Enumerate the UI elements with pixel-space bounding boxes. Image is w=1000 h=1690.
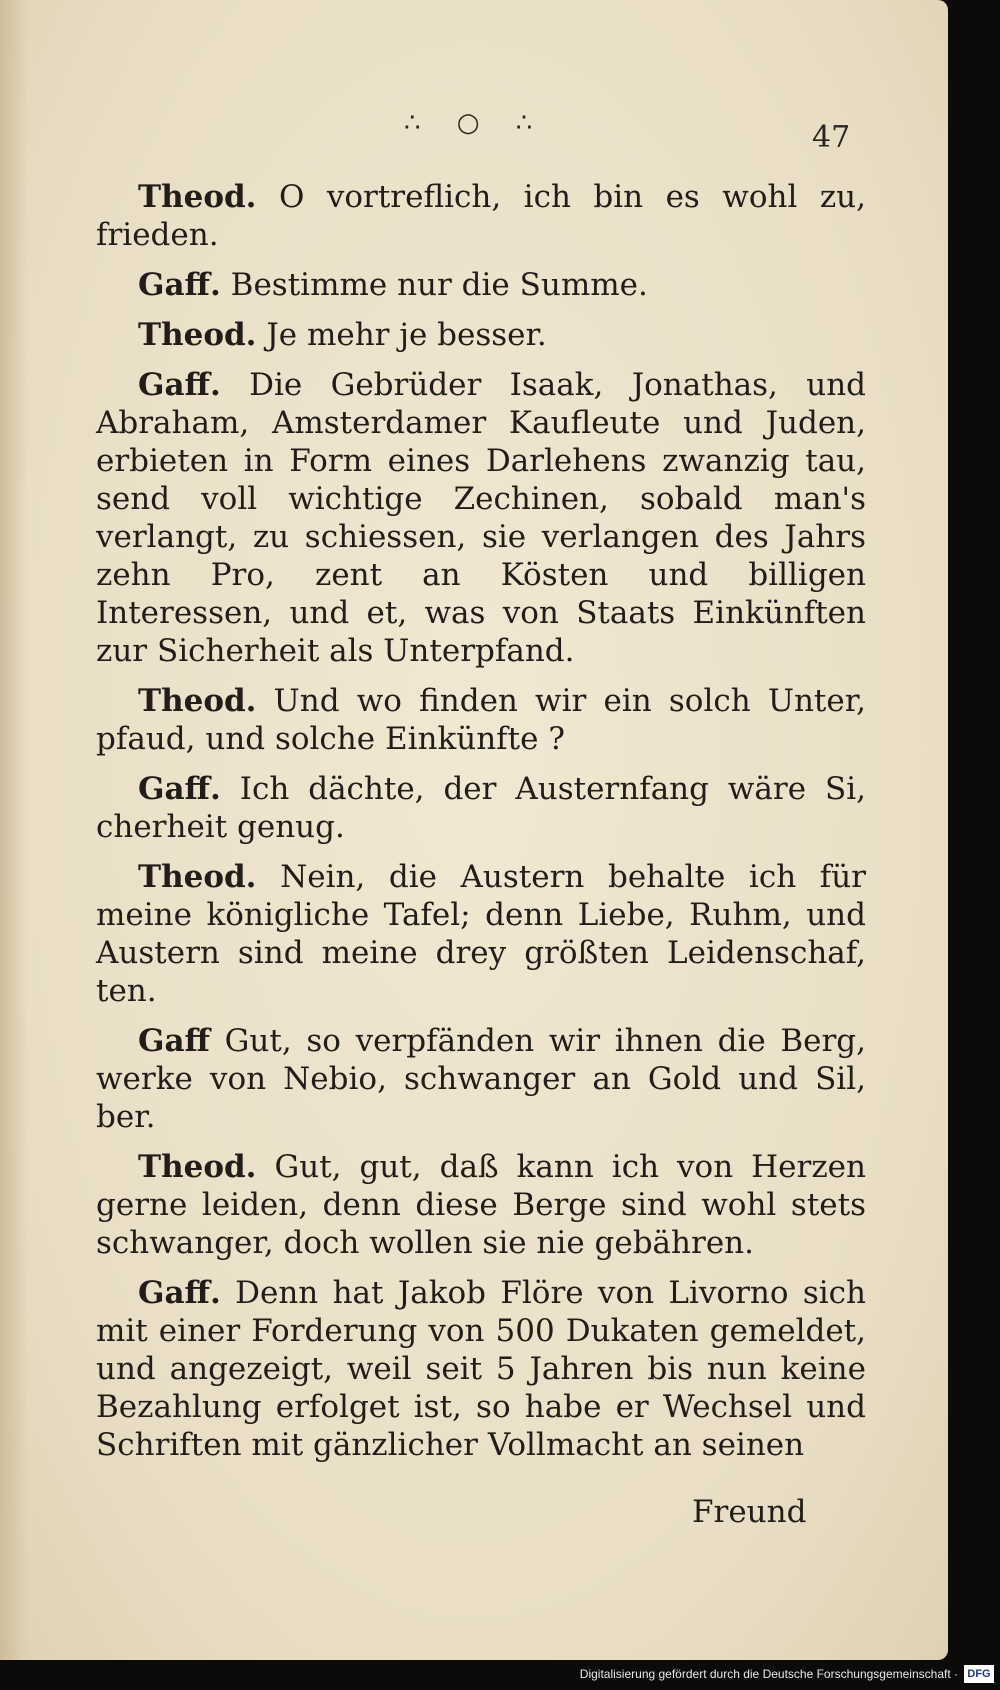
speaker-name: Theod. — [138, 1149, 257, 1185]
dialogue-line: O vortreflich, ich bin es wohl zu, frieden. — [96, 179, 866, 253]
dialogue-line: Gut, so verpfänden wir ihnen die Berg, werke von Nebio, schwanger an Gold und Sil, ber. — [96, 1023, 866, 1135]
speaker-name: Theod. — [138, 683, 257, 719]
dialogue-paragraph — [96, 1148, 866, 1262]
dialogue-paragraph — [96, 682, 866, 758]
dialogue-paragraph — [96, 1274, 866, 1464]
dialogue-paragraph — [96, 366, 866, 670]
dialogue-paragraph — [96, 178, 866, 254]
dialogue-paragraph — [96, 858, 866, 1010]
dialogue-line: Die Gebrüder Isaak, Jonathas, und Abraham, Amsterdamer Kaufleute und Juden, erbieten in Form eines Darlehens zwanzig tau, send voll wichtige Zechinen, sobald man's verlangt, zu schiessen, sie verlangen des Jahrs zehn Pro, zent an Kösten und billigen Interessen, und et, was von Staats Einkünften zur Sicherheit als Unterpfand. — [96, 367, 867, 669]
speaker-name: Gaff. — [138, 771, 221, 807]
dialogue-paragraph — [96, 1022, 866, 1136]
dialogue-line: Bestimme nur die Summe. — [230, 267, 648, 303]
footer-bar — [0, 1660, 1000, 1690]
page-gutter-shadow — [0, 0, 28, 1660]
dialogue-paragraph — [96, 770, 866, 846]
header-ornament: ∴ ○ ∴ — [404, 108, 547, 138]
speaker-name: Gaff — [138, 1023, 211, 1059]
dialogue-line: Ich dächte, der Austernfang wäre Si, cherheit genug. — [96, 771, 866, 845]
catchword: Freund — [692, 1494, 807, 1530]
speaker-name: Gaff. — [138, 1275, 221, 1311]
footer-credit: Digitalisierung gefördert durch die Deutsche Forschungsgemeinschaft · — [579, 1667, 958, 1681]
dialogue-line: Denn hat Jakob Flöre von Livorno sich mit einer Forderung von 500 Dukaten gemeldet, und angezeigt, weil seit 5 Jahren bis nun keine Bezahlung erfolget ist, so habe er Wechsel und Schriften mit gänzlicher Vollmacht an seinen — [96, 1275, 866, 1463]
dialogue-paragraph — [96, 316, 866, 354]
speaker-name: Gaff. — [138, 267, 221, 303]
dialogue-paragraph — [96, 266, 866, 304]
speaker-name: Theod. — [138, 179, 257, 215]
page-number: 47 — [812, 120, 851, 155]
body-text — [96, 178, 866, 1476]
dialogue-line: Gut, gut, daß kann ich von Herzen gerne leiden, denn diese Berge sind wohl stets schwanger, doch wollen sie nie gebähren. — [96, 1149, 866, 1261]
dialogue-line: Nein, die Austern behalte ich für meine königliche Tafel; denn Liebe, Ruhm, und Austern sind meine drey größten Leidenschaf, ten. — [96, 859, 866, 1009]
dialogue-line: Und wo finden wir ein solch Unter, pfaud, und solche Einkünfte ? — [96, 683, 867, 757]
speaker-name: Theod. — [138, 317, 257, 353]
speaker-name: Theod. — [138, 859, 257, 895]
dialogue-line: Je mehr je besser. — [266, 317, 547, 353]
speaker-name: Gaff. — [138, 367, 221, 403]
dfg-logo-icon: DFG — [964, 1665, 994, 1683]
